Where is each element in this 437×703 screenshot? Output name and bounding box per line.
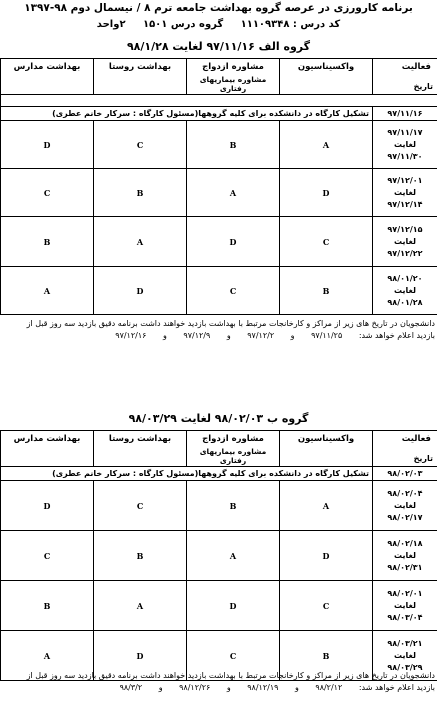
counseling-cell: A: [187, 169, 280, 217]
workshop-date: ۹۸/۰۲/۰۳: [373, 467, 437, 481]
activity-header: فعالیت: [401, 433, 431, 444]
schools-cell: A: [1, 267, 94, 315]
workshop-text: تشکیل کارگاه در دانشکده برای کلیه گروهها(مسئول کارگاه : سرکار خانم عطری): [1, 467, 373, 481]
visit-date: ۹۸/۱۲/۲۶: [179, 683, 211, 692]
workshop-text: تشکیل کارگاه در دانشکده برای کلیه گروهها(مسئول کارگاه : سرکار خانم عطری): [1, 107, 373, 121]
date-range: ۹۸/۰۳/۲۱ لغایت ۹۸/۰۳/۲۹: [373, 631, 437, 681]
vaccination-cell: B: [280, 631, 373, 681]
visit-note-line1: دانشجویان در تاریخ های زیر از مراکز و کارخانجات مرتبط با بهداشت بازدید خواهند داشت برنامه دقیق بازدید سه روز قبل از: [26, 671, 435, 680]
counseling-cell: D: [187, 217, 280, 267]
group-b-table: [0, 430, 437, 681]
schools-cell: C: [1, 531, 94, 581]
table-row: [1, 267, 437, 315]
group-a-visit-note: [0, 318, 437, 342]
table-row: [1, 217, 437, 267]
school-health-header: بهداشت مدارس: [1, 59, 94, 95]
vaccination-cell: A: [280, 121, 373, 169]
counseling-cell: D: [187, 581, 280, 631]
date-range: ۹۷/۱۲/۱۵ لغایت ۹۷/۱۲/۲۲: [373, 217, 437, 267]
vaccination-cell: D: [280, 169, 373, 217]
rural-cell: A: [94, 217, 187, 267]
date-range: ۹۷/۱۲/۰۱ لغایت ۹۷/۱۲/۱۴: [373, 169, 437, 217]
course-units: ۲واحد: [96, 19, 126, 30]
counseling-cell: B: [187, 481, 280, 531]
rural-cell: C: [94, 121, 187, 169]
vaccination-header: واکسیناسیون: [280, 59, 373, 95]
table-row: [1, 169, 437, 217]
activity-header: فعالیت: [401, 61, 431, 72]
date-header: تاریخ: [413, 81, 433, 91]
group-a-title: گروه الف ۹۷/۱۱/۱۶ لغایت ۹۸/۱/۲۸: [126, 40, 311, 53]
visit-date: ۹۸/۲/۱۲: [315, 683, 343, 692]
rural-cell: B: [94, 531, 187, 581]
vaccination-cell: C: [280, 581, 373, 631]
vaccination-cell: B: [280, 267, 373, 315]
visit-date: ۹۸/۱۲/۱۹: [247, 683, 279, 692]
visit-date: ۹۷/۱۲/۲: [247, 331, 275, 340]
activity-date-header: [373, 431, 437, 467]
date-range: ۹۸/۰۲/۱۸ لغایت ۹۸/۰۲/۳۱: [373, 531, 437, 581]
counseling-cell: B: [187, 121, 280, 169]
document-title: برنامه کارورزی در عرصه گروه بهداشت جامعه ترم ۸ / نیسمال دوم ۹۸-۱۳۹۷: [24, 2, 413, 14]
date-range: ۹۸/۰۲/۰۱ لغایت ۹۸/۰۳/۰۴: [373, 581, 437, 631]
table-row: [1, 531, 437, 581]
course-code: کد درس : ۱۱۱۰۹۳۴۸: [240, 19, 341, 30]
date-header: تاریخ: [413, 453, 433, 463]
visit-dates: بازدید اعلام خواهد شد: ۹۸/۲/۱۲ و ۹۸/۱۲/۱۹ و ۹۸/۱۲/۲۶ و ۹۸/۳/۲: [119, 683, 435, 692]
rural-cell: C: [94, 481, 187, 531]
table-row: [1, 121, 437, 169]
rural-cell: D: [94, 631, 187, 681]
activity-date-header: [373, 59, 437, 95]
school-health-header: بهداشت مدارس: [1, 431, 94, 467]
schools-cell: C: [1, 169, 94, 217]
counseling-cell: A: [187, 531, 280, 581]
group-b-title: گروه ب ۹۸/۰۲/۰۳ لغایت ۹۸/۰۳/۲۹: [128, 412, 309, 425]
vaccination-cell: C: [280, 217, 373, 267]
date-range: ۹۷/۱۱/۱۷ لغایت ۹۷/۱۱/۳۰: [373, 121, 437, 169]
rural-health-header: بهداشت روستا: [94, 431, 187, 467]
visit-date: ۹۷/۱۲/۹: [183, 331, 211, 340]
vaccination-header: واکسیناسیون: [280, 431, 373, 467]
date-range: ۹۸/۰۲/۰۴ لغایت ۹۸/۰۲/۱۷: [373, 481, 437, 531]
group-a-table: [0, 58, 437, 315]
schools-cell: D: [1, 481, 94, 531]
vaccination-cell: A: [280, 481, 373, 531]
visit-date: ۹۸/۳/۲: [119, 683, 143, 692]
counseling-header: مشاوره ازدواج مشاوره بیماریهای رفتاری: [187, 431, 280, 467]
group-b-visit-note: [0, 670, 437, 694]
rural-cell: B: [94, 169, 187, 217]
workshop-date: ۹۷/۱۱/۱۶: [373, 107, 437, 121]
table-row: [1, 581, 437, 631]
visit-date: ۹۷/۱۱/۲۵: [311, 331, 343, 340]
rural-cell: D: [94, 267, 187, 315]
vaccination-cell: D: [280, 531, 373, 581]
counseling-cell: C: [187, 267, 280, 315]
visit-date: ۹۷/۱۲/۱۶: [115, 331, 147, 340]
course-group: گروه درس ۱۵۰۱: [142, 19, 224, 30]
course-info: [0, 19, 437, 30]
visit-dates: بازدید اعلام خواهد شد: ۹۷/۱۱/۲۵ و ۹۷/۱۲/۲ و ۹۷/۱۲/۹ و ۹۷/۱۲/۱۶: [115, 331, 435, 340]
counseling-header: مشاوره ازدواج مشاوره بیماریهای رفتاری: [187, 59, 280, 95]
schools-cell: D: [1, 121, 94, 169]
counseling-cell: C: [187, 631, 280, 681]
visit-note-line1: دانشجویان در تاریخ های زیر از مراکز و کارخانجات مرتبط با بهداشت بازدید خواهند داشت برنامه دقیق بازدید سه روز قبل از: [26, 319, 435, 328]
schools-cell: A: [1, 631, 94, 681]
schools-cell: B: [1, 217, 94, 267]
date-range: ۹۸/۰۱/۲۰ لغایت ۹۸/۰۱/۲۸: [373, 267, 437, 315]
rural-health-header: بهداشت روستا: [94, 59, 187, 95]
table-row: [1, 481, 437, 531]
rural-cell: A: [94, 581, 187, 631]
schools-cell: B: [1, 581, 94, 631]
